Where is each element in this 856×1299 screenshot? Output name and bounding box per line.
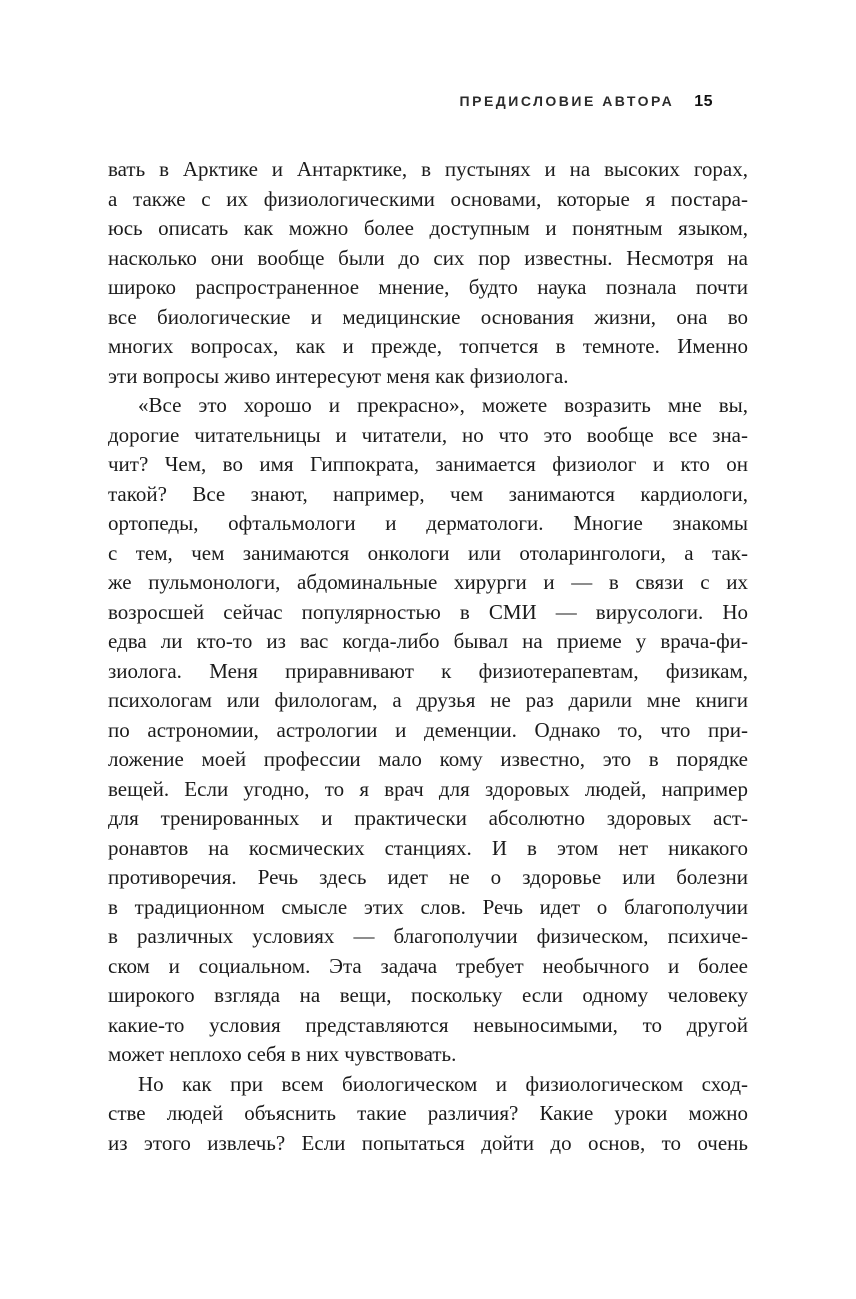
text-line: для тренированных и практически абсолютно здоровых аст- <box>108 806 748 830</box>
page-body <box>108 155 748 1158</box>
text-line: ортопеды, офтальмологи и дерматологи. Многие знакомы <box>108 511 748 535</box>
text-line: такой? Все знают, например, чем занимаются кардиологи, <box>108 481 748 506</box>
text-line: ском и социальном. Эта задача требует необычного и более <box>108 953 748 978</box>
paragraph <box>108 155 748 391</box>
page-number: 15 <box>694 93 713 110</box>
text-line: стве людей объяснить такие различия? Какие уроки можно <box>108 1101 748 1125</box>
text-line: юсь описать как можно более доступным и понятным языком, <box>108 216 748 240</box>
paragraph <box>108 391 748 1070</box>
text-line: насколько они вообще были до сих пор известны. Несмотря на <box>108 245 748 270</box>
text-line: зиолога. Меня приравнивают к физиотерапевтам, физикам, <box>108 658 748 683</box>
text-line: противоречия. Речь здесь идет не о здоровье или болезни <box>108 865 748 889</box>
text-line: широкого взгляда на вещи, поскольку если одному человеку <box>108 983 748 1007</box>
text-line: психологам или филологам, а друзья не раз дарили мне книги <box>108 688 748 712</box>
text-line: по астрономии, астрологии и деменции. Однако то, что при- <box>108 717 748 742</box>
text-line: какие-то условия представляются невыносимыми, то другой <box>108 1012 748 1037</box>
text-line: с тем, чем занимаются онкологи или отоларингологи, а так- <box>108 540 748 565</box>
text-line: эти вопросы живо интересуют меня как физиолога. <box>108 363 569 388</box>
text-line: Но как при всем биологическом и физиологическом сход- <box>138 1071 748 1096</box>
text-line: в различных условиях — благополучии физическом, психиче- <box>108 924 748 948</box>
text-line: многих вопросах, как и прежде, топчется в темноте. Именно <box>108 334 748 358</box>
text-line: из этого извлечь? Если попытаться дойти до основ, то очень <box>108 1130 748 1155</box>
page-content <box>108 0 748 1158</box>
text-line: вещей. Если угодно, то я врач для здоровых людей, например <box>108 776 748 801</box>
text-line: может неплохо себя в них чувствовать. <box>108 1042 457 1066</box>
text-line: же пульмонологи, абдоминальные хирурги и — в связи с их <box>108 570 748 594</box>
text-line: а также с их физиологическими основами, которые я постара- <box>108 186 748 211</box>
text-line: ложение моей профессии мало кому известно, это в порядке <box>108 747 748 771</box>
running-header <box>108 92 748 111</box>
text-line: «Все это хорошо и прекрасно», можете возразить мне вы, <box>138 393 748 417</box>
text-line: в традиционном смысле этих слов. Речь идет о благополучии <box>108 894 748 919</box>
text-line: возросшей сейчас популярностью в СМИ — вирусологи. Но <box>108 599 748 624</box>
text-line: все биологические и медицинские основания жизни, она во <box>108 304 748 329</box>
text-line: широко распространенное мнение, будто наука познала почти <box>108 275 748 299</box>
text-line: чит? Чем, во имя Гиппократа, занимается физиолог и кто он <box>108 452 748 476</box>
chapter-title: ПРЕДИСЛОВИЕ АВТОРА <box>459 93 675 109</box>
text-line: вать в Арктике и Антарктике, в пустынях и на высоких горах, <box>108 157 748 181</box>
paragraph <box>108 1070 748 1159</box>
text-line: дорогие читательницы и читатели, но что это вообще все зна- <box>108 422 748 447</box>
text-line: ронавтов на космических станциях. И в этом нет никакого <box>108 835 748 860</box>
text-line: едва ли кто-то из вас когда-либо бывал на приеме у врача-фи- <box>108 629 748 653</box>
